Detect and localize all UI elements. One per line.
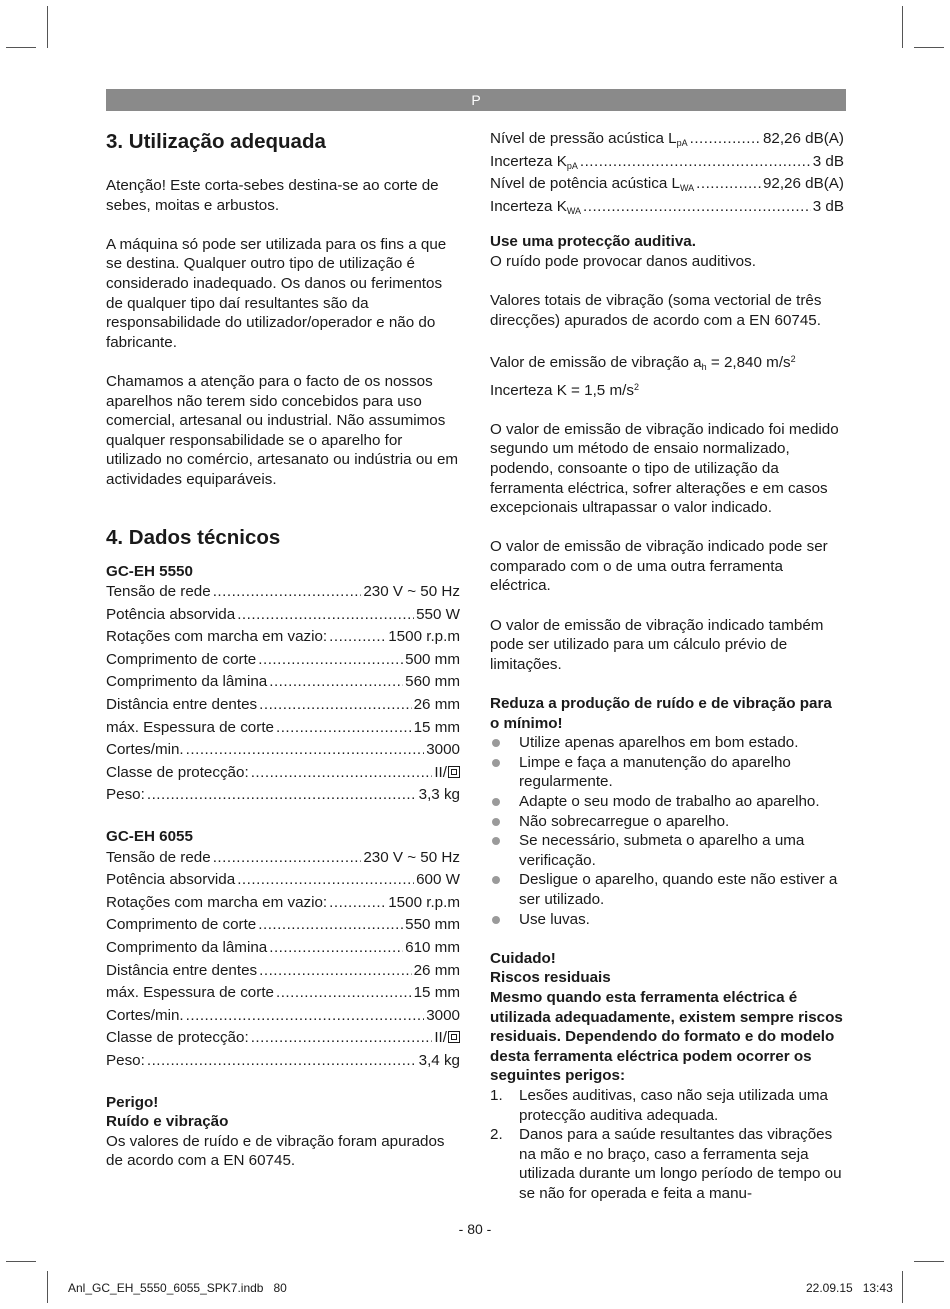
hearing-protection-title: Use uma protecção auditiva. — [490, 233, 696, 251]
spec-row — [106, 762, 460, 785]
squared-superscript: 2 — [633, 381, 639, 392]
vibration-emission-label: Valor de emissão de vibração a — [490, 353, 702, 371]
list-item: Utilize apenas aparelhos em bom estado. — [490, 733, 844, 753]
list-item: Use luvas. — [490, 910, 844, 930]
spec-row — [106, 626, 460, 649]
list-number: 1. — [490, 1086, 503, 1104]
spec-value: 560 mm — [405, 673, 460, 691]
crop-mark — [914, 47, 944, 48]
section-3-paragraph-2: A máquina só pode ser utilizada para os fins a que se destina. Qualquer outro tipo de utilização é considerado inadequado. Os danos ou ferimentos de qualquer tipo daí resultantes são da responsabilidade do utilizador/operador e não do fabricante. — [106, 235, 447, 351]
spec-row — [106, 892, 460, 915]
spec-value: 15 mm — [413, 718, 460, 736]
noise-row — [490, 151, 844, 174]
section-3-paragraph-3: Chamamos a atenção para o facto de os nossos aparelhos não terem sido concebidos para uso comercial, artesanal ou industrial. Não assumimos qualquer responsabilidade se o aparelho for utilizado no comércio, artesanato ou indústria ou em actividades equiparáveis. — [106, 372, 459, 488]
model-name: GC-EH 5550 — [106, 562, 193, 580]
spec-value: 3,4 kg — [418, 1051, 460, 1069]
spec-value: 26 mm — [413, 961, 460, 979]
noise-value: 3 dB — [812, 152, 844, 170]
spec-value: 230 V ~ 50 Hz — [363, 848, 460, 866]
vibration-measured-text: O valor de emissão de vibração indicado foi medido segundo um método de ensaio normalizado, podendo, consoante o tipo de utilização da ferramenta eléctrica, sofrer alterações e em casos excepcionais ultrapassar o valor indicado. — [490, 420, 839, 517]
noise-subscript: WA — [679, 183, 695, 194]
spec-row — [106, 717, 460, 740]
crop-mark — [902, 6, 903, 48]
list-number: 2. — [490, 1126, 503, 1144]
list-item: 1. Lesões auditivas, caso não seja utilizada uma protecção auditiva adequada. — [490, 1086, 829, 1124]
spec-row — [106, 694, 460, 717]
spec-label: máx. Espessura de corte — [106, 984, 274, 1002]
list-item: Não sobrecarregue o aparelho. — [490, 812, 844, 832]
spec-label: Classe de protecção: — [106, 1029, 249, 1047]
spec-label: Peso: — [106, 786, 145, 804]
list-item: 2. Danos para a saúde resultantes das vibrações na mão e no braço, caso a ferramenta seja utilizada durante um longo período de tempo ou se não for operada e feita a manu- — [490, 1126, 842, 1202]
spec-label: Comprimento de corte — [106, 650, 257, 668]
spec-table — [106, 847, 460, 1073]
caution-subtitle: Riscos residuais — [490, 969, 611, 987]
vibration-compare-text: O valor de emissão de vibração indicado pode ser comparado com o de uma outra ferramenta eléctrica. — [490, 538, 828, 595]
spec-label: Distância entre dentes — [106, 696, 258, 714]
spec-row — [106, 784, 460, 807]
spec-row — [106, 1027, 460, 1050]
reduce-noise-list — [490, 733, 844, 929]
page-number: - 80 - — [458, 1221, 492, 1237]
spec-row — [106, 847, 460, 870]
language-header-bar — [106, 89, 846, 111]
crop-mark — [6, 47, 36, 48]
caution-text: Mesmo quando esta ferramenta eléctrica é utilizada adequadamente, existem sempre riscos residuais. Dependendo do formato e do modelo desta ferramenta eléctrica podem ocorrer os seguintes perigos: — [490, 988, 843, 1085]
section-4-title: 4. Dados técnicos — [106, 525, 281, 549]
spec-table — [106, 581, 460, 807]
spec-label: Comprimento da lâmina — [106, 673, 268, 691]
spec-row — [106, 982, 460, 1005]
protection-class-ii-icon — [448, 766, 460, 778]
caution-title: Cuidado! — [490, 949, 556, 967]
spec-value: 550 mm — [405, 916, 460, 934]
danger-subtitle: Ruído e vibração — [106, 1113, 229, 1131]
noise-row — [490, 196, 844, 219]
vibration-subscript: h — [701, 361, 707, 372]
footer-filename: Anl_GC_EH_5550_6055_SPK7.indb 80 — [68, 1281, 287, 1295]
spec-value: 550 W — [416, 605, 460, 623]
hearing-protection-text: O ruído pode provocar danos auditivos. — [490, 252, 756, 270]
model-name: GC-EH 6055 — [106, 828, 193, 846]
spec-row — [106, 581, 460, 604]
spec-value: 3,3 kg — [418, 786, 460, 804]
list-item: Adapte o seu modo de trabalho ao aparelho. — [490, 792, 844, 812]
bullet-icon — [492, 818, 500, 826]
noise-label: Incerteza K — [490, 152, 567, 170]
noise-value: 92,26 dB(A) — [762, 175, 844, 193]
bullet-icon — [492, 916, 500, 924]
spec-label: Classe de protecção: — [106, 763, 249, 781]
crop-mark — [6, 1261, 36, 1262]
vibration-estimate-text: O valor de emissão de vibração indicado também pode ser utilizado para um cálculo prévio de limitações. — [490, 616, 824, 673]
vibration-totals-text: Valores totais de vibração (soma vectorial de três direcções) apurados de acordo com a EN 60745. — [490, 292, 822, 329]
list-item: Se necessário, submeta o aparelho a uma verificação. — [490, 831, 844, 870]
noise-row — [490, 173, 844, 196]
noise-label: Nível de pressão acústica L — [490, 130, 677, 147]
noise-value: 3 dB — [812, 197, 844, 215]
vibration-emission-number: = 2,840 m/s — [706, 353, 791, 371]
spec-label: Comprimento de corte — [106, 916, 257, 934]
section-3-paragraph-1: Atenção! Este corta-sebes destina-se ao corte de sebes, moitas e arbustos. — [106, 177, 439, 214]
spec-value: 3000 — [426, 741, 460, 759]
section-3-title: 3. Utilização adequada — [106, 130, 326, 153]
spec-label: Distância entre dentes — [106, 961, 258, 979]
bullet-icon — [492, 876, 500, 884]
spec-row — [106, 1005, 460, 1028]
spec-value: II/ — [434, 763, 447, 781]
spec-label: Peso: — [106, 1051, 145, 1069]
bullet-icon — [492, 759, 500, 767]
bullet-icon — [492, 739, 500, 747]
danger-text: Os valores de ruído e de vibração foram apurados de acordo com a EN 60745. — [106, 1132, 445, 1170]
left-column — [106, 128, 460, 1171]
protection-class-ii-icon — [448, 1031, 460, 1043]
danger-title: Perigo! — [106, 1093, 159, 1111]
spec-value: 1500 r.p.m — [388, 628, 460, 646]
spec-row — [106, 604, 460, 627]
vibration-uncertainty-text: Incerteza K = 1,5 m/s — [490, 381, 634, 399]
risk-list — [490, 1086, 844, 1204]
crop-mark — [914, 1261, 944, 1262]
spec-label: Rotações com marcha em vazio: — [106, 893, 328, 911]
noise-subscript: pA — [566, 160, 578, 171]
noise-subscript: WA — [566, 205, 581, 216]
spec-label: Tensão de rede — [106, 583, 211, 601]
spec-value: 15 mm — [413, 984, 460, 1002]
spec-label: Tensão de rede — [106, 848, 211, 866]
noise-row — [490, 128, 844, 151]
vibration-uncertainty — [490, 378, 844, 401]
language-label: P — [471, 92, 481, 108]
spec-value: 600 W — [416, 871, 460, 889]
spec-value: 230 V ~ 50 Hz — [363, 583, 460, 601]
spec-value: II/ — [434, 1029, 447, 1047]
list-item: Limpe e faça a manutenção do aparelho regularmente. — [490, 753, 844, 792]
reduce-noise-title: Reduza a produção de ruído e de vibração para o mínimo! — [490, 695, 832, 732]
spec-row — [106, 649, 460, 672]
crop-mark — [47, 1271, 48, 1303]
spec-label: Potência absorvida — [106, 871, 236, 889]
bullet-icon — [492, 837, 500, 845]
spec-label: Cortes/min. — [106, 741, 184, 759]
squared-superscript: 2 — [790, 353, 796, 364]
spec-value: 26 mm — [413, 696, 460, 714]
spec-row — [106, 671, 460, 694]
noise-values — [490, 128, 844, 218]
right-column — [490, 128, 844, 1203]
spec-row — [106, 937, 460, 960]
spec-label: máx. Espessura de corte — [106, 718, 274, 736]
spec-row — [106, 914, 460, 937]
spec-value: 500 mm — [405, 650, 460, 668]
footer-timestamp: 22.09.15 13:43 — [806, 1281, 893, 1295]
noise-label: Incerteza K — [490, 197, 567, 215]
spec-row — [106, 1050, 460, 1073]
noise-subscript: pA — [676, 138, 688, 148]
crop-mark — [47, 6, 48, 48]
spec-row — [106, 960, 460, 983]
vibration-emission-value — [490, 350, 844, 378]
spec-row — [106, 869, 460, 892]
spec-label: Cortes/min. — [106, 1006, 184, 1024]
spec-value: 1500 r.p.m — [388, 893, 460, 911]
list-item: Desligue o aparelho, quando este não estiver a ser utilizado. — [490, 870, 844, 909]
noise-value: 82,26 dB(A) — [762, 130, 844, 147]
spec-row — [106, 739, 460, 762]
spec-label: Rotações com marcha em vazio: — [106, 628, 328, 646]
noise-label: Nível de potência acústica L — [490, 175, 680, 193]
spec-value: 610 mm — [405, 939, 460, 956]
crop-mark — [902, 1271, 903, 1303]
spec-value: 3000 — [426, 1006, 460, 1024]
spec-label: Comprimento da lâmina — [106, 939, 268, 956]
bullet-icon — [492, 798, 500, 806]
spec-label: Potência absorvida — [106, 605, 236, 623]
